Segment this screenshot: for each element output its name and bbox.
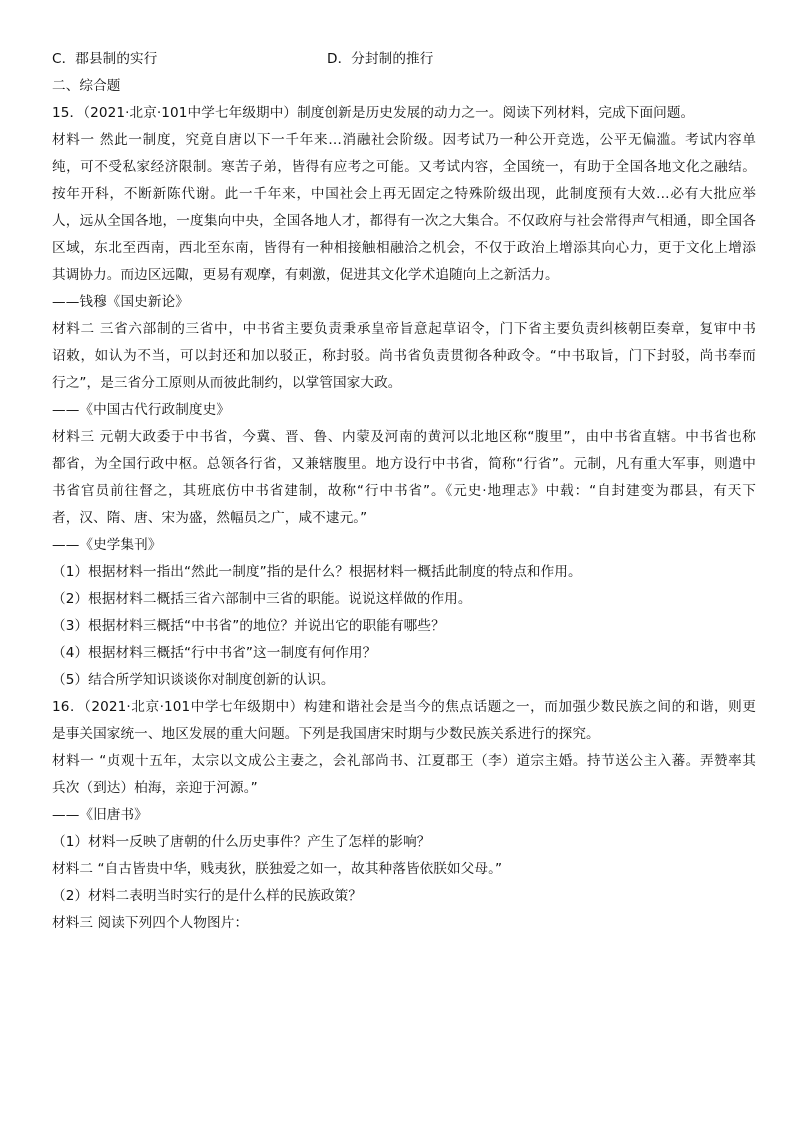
- text-line: 材料二 三省六部制的三省中，中书省主要负责秉承皇帝旨意起草诏令，门下省主要负责纠核朝臣奏章，复审中书: [52, 321, 756, 337]
- sub-question: （2）材料二表明当时实行的是什么样的民族政策？: [52, 888, 363, 904]
- source-citation: ——钱穆《国史新论》: [52, 294, 189, 310]
- text-line: 按年开科，不断新陈代谢。此一千年来，中国社会上再无固定之特殊阶级出现，此制度预有大效…必有大批应举: [52, 186, 756, 202]
- q15-questions: [52, 559, 756, 694]
- text-line: 区域，东北至西南，西北至东南，皆得有一种相接触相融洽之机会，不仅于政治上增添其向心力，更于文化上增添: [52, 240, 756, 256]
- option-d: D．分封制的推行: [327, 51, 434, 67]
- q16-stem: [52, 694, 756, 748]
- text-line: 材料一 然此一制度，究竟自唐以下一千年来…消融社会阶级。因考试乃一种公开竞选，公平无偏滥。考试内容单: [52, 132, 756, 148]
- source-citation: ——《史学集刊》: [52, 537, 162, 553]
- text-line: 行之”，是三省分工原则从而彼此制约，以掌管国家大政。: [52, 375, 402, 391]
- text-line: 材料一 “贞观十五年，太宗以文成公主妻之，会礼部尚书、江夏郡王（李）道宗主婚。持节送公主入蕃。弄赞率其: [52, 753, 756, 769]
- text-line: 16．（2021·北京·101中学七年级期中）构建和谐社会是当今的焦点话题之一，而加强少数民族之间的和谐，则更: [52, 699, 756, 715]
- option-c: C．郡县制的实行: [52, 51, 158, 67]
- source-citation: ——《中国古代行政制度史》: [52, 402, 231, 418]
- q16-material-1: [52, 748, 756, 802]
- q15-stem: 15．（2021·北京·101中学七年级期中）制度创新是历史发展的动力之一。阅读下列材料，完成下面问题。: [52, 105, 695, 121]
- sub-question: （1）材料一反映了唐朝的什么历史事件？产生了怎样的影响？: [52, 834, 431, 850]
- text-line: 诏敕，如认为不当，可以封还和加以驳正，称封驳。尚书省负责贯彻各种政令。“中书取旨，门下封驳，尚书奉而: [52, 348, 756, 364]
- sub-question: （2）根据材料二概括三省六部制中三省的职能。说说这样做的作用。: [52, 591, 472, 607]
- text-line: 是事关国家统一、地区发展的重大问题。下列是我国唐宋时期与少数民族关系进行的探究。: [52, 726, 600, 742]
- text-line: 人，远从全国各地，一度集向中央，全国各地人才，都得有一次之大集合。不仅政府与社会常得声气相通，即全国各: [52, 213, 756, 229]
- q15-material-1: [52, 127, 756, 289]
- text-line: 纯，可不受私家经济限制。寒苦子弟，皆得有应考之可能。又考试内容，全国统一，有助于全国各地文化之融结。: [52, 159, 756, 175]
- text-line: 其调协力。而边区远陬，更易有观摩，有刺激，促进其文化学术追随向上之新活力。: [52, 267, 559, 283]
- text-line: 者，汉、隋、唐、宋为盛，然幅员之广，咸不逮元。”: [52, 510, 368, 526]
- section-title: 二、综合题: [52, 78, 121, 94]
- sub-question: （4）根据材料三概括“行中书省”这一制度有何作用？: [52, 645, 377, 661]
- text-line: 材料三 元朝大政委于中书省，今冀、晋、鲁、内蒙及河南的黄河以北地区称“腹里”，由中书省直辖。中书省也称: [52, 429, 756, 445]
- text-line: 兵次（到达）柏海，亲迎于河源。”: [52, 780, 258, 796]
- q16-material-2: 材料二 “自古皆贵中华，贱夷狄，朕独爱之如一，故其种落皆依朕如父母。”: [52, 861, 503, 877]
- text-line: 都省，为全国行政中枢。总领各行省，又兼辖腹里。地方设行中书省，简称“行省”。元制，凡有重大军事，则遣中: [52, 456, 756, 472]
- answer-options-row: [52, 46, 756, 73]
- text-line: 书省官员前往督之，其班底仿中书省建制，故称“行中书省”。《元史·地理志》中载：“自封建变为郡县，有天下: [52, 483, 756, 499]
- sub-question: （3）根据材料三概括“中书省”的地位？并说出它的职能有哪些？: [52, 618, 445, 634]
- q15-material-3: [52, 424, 756, 532]
- sub-question: （5）结合所学知识谈谈你对制度创新的认识。: [52, 672, 335, 688]
- sub-question: （1）根据材料一指出“然此一制度”指的是什么？根据材料一概括此制度的特点和作用。: [52, 564, 582, 580]
- source-citation: ——《旧唐书》: [52, 807, 148, 823]
- document-page: [52, 46, 756, 937]
- q16-material-3: 材料三 阅读下列四个人物图片：: [52, 915, 249, 931]
- q15-material-2: [52, 316, 756, 397]
